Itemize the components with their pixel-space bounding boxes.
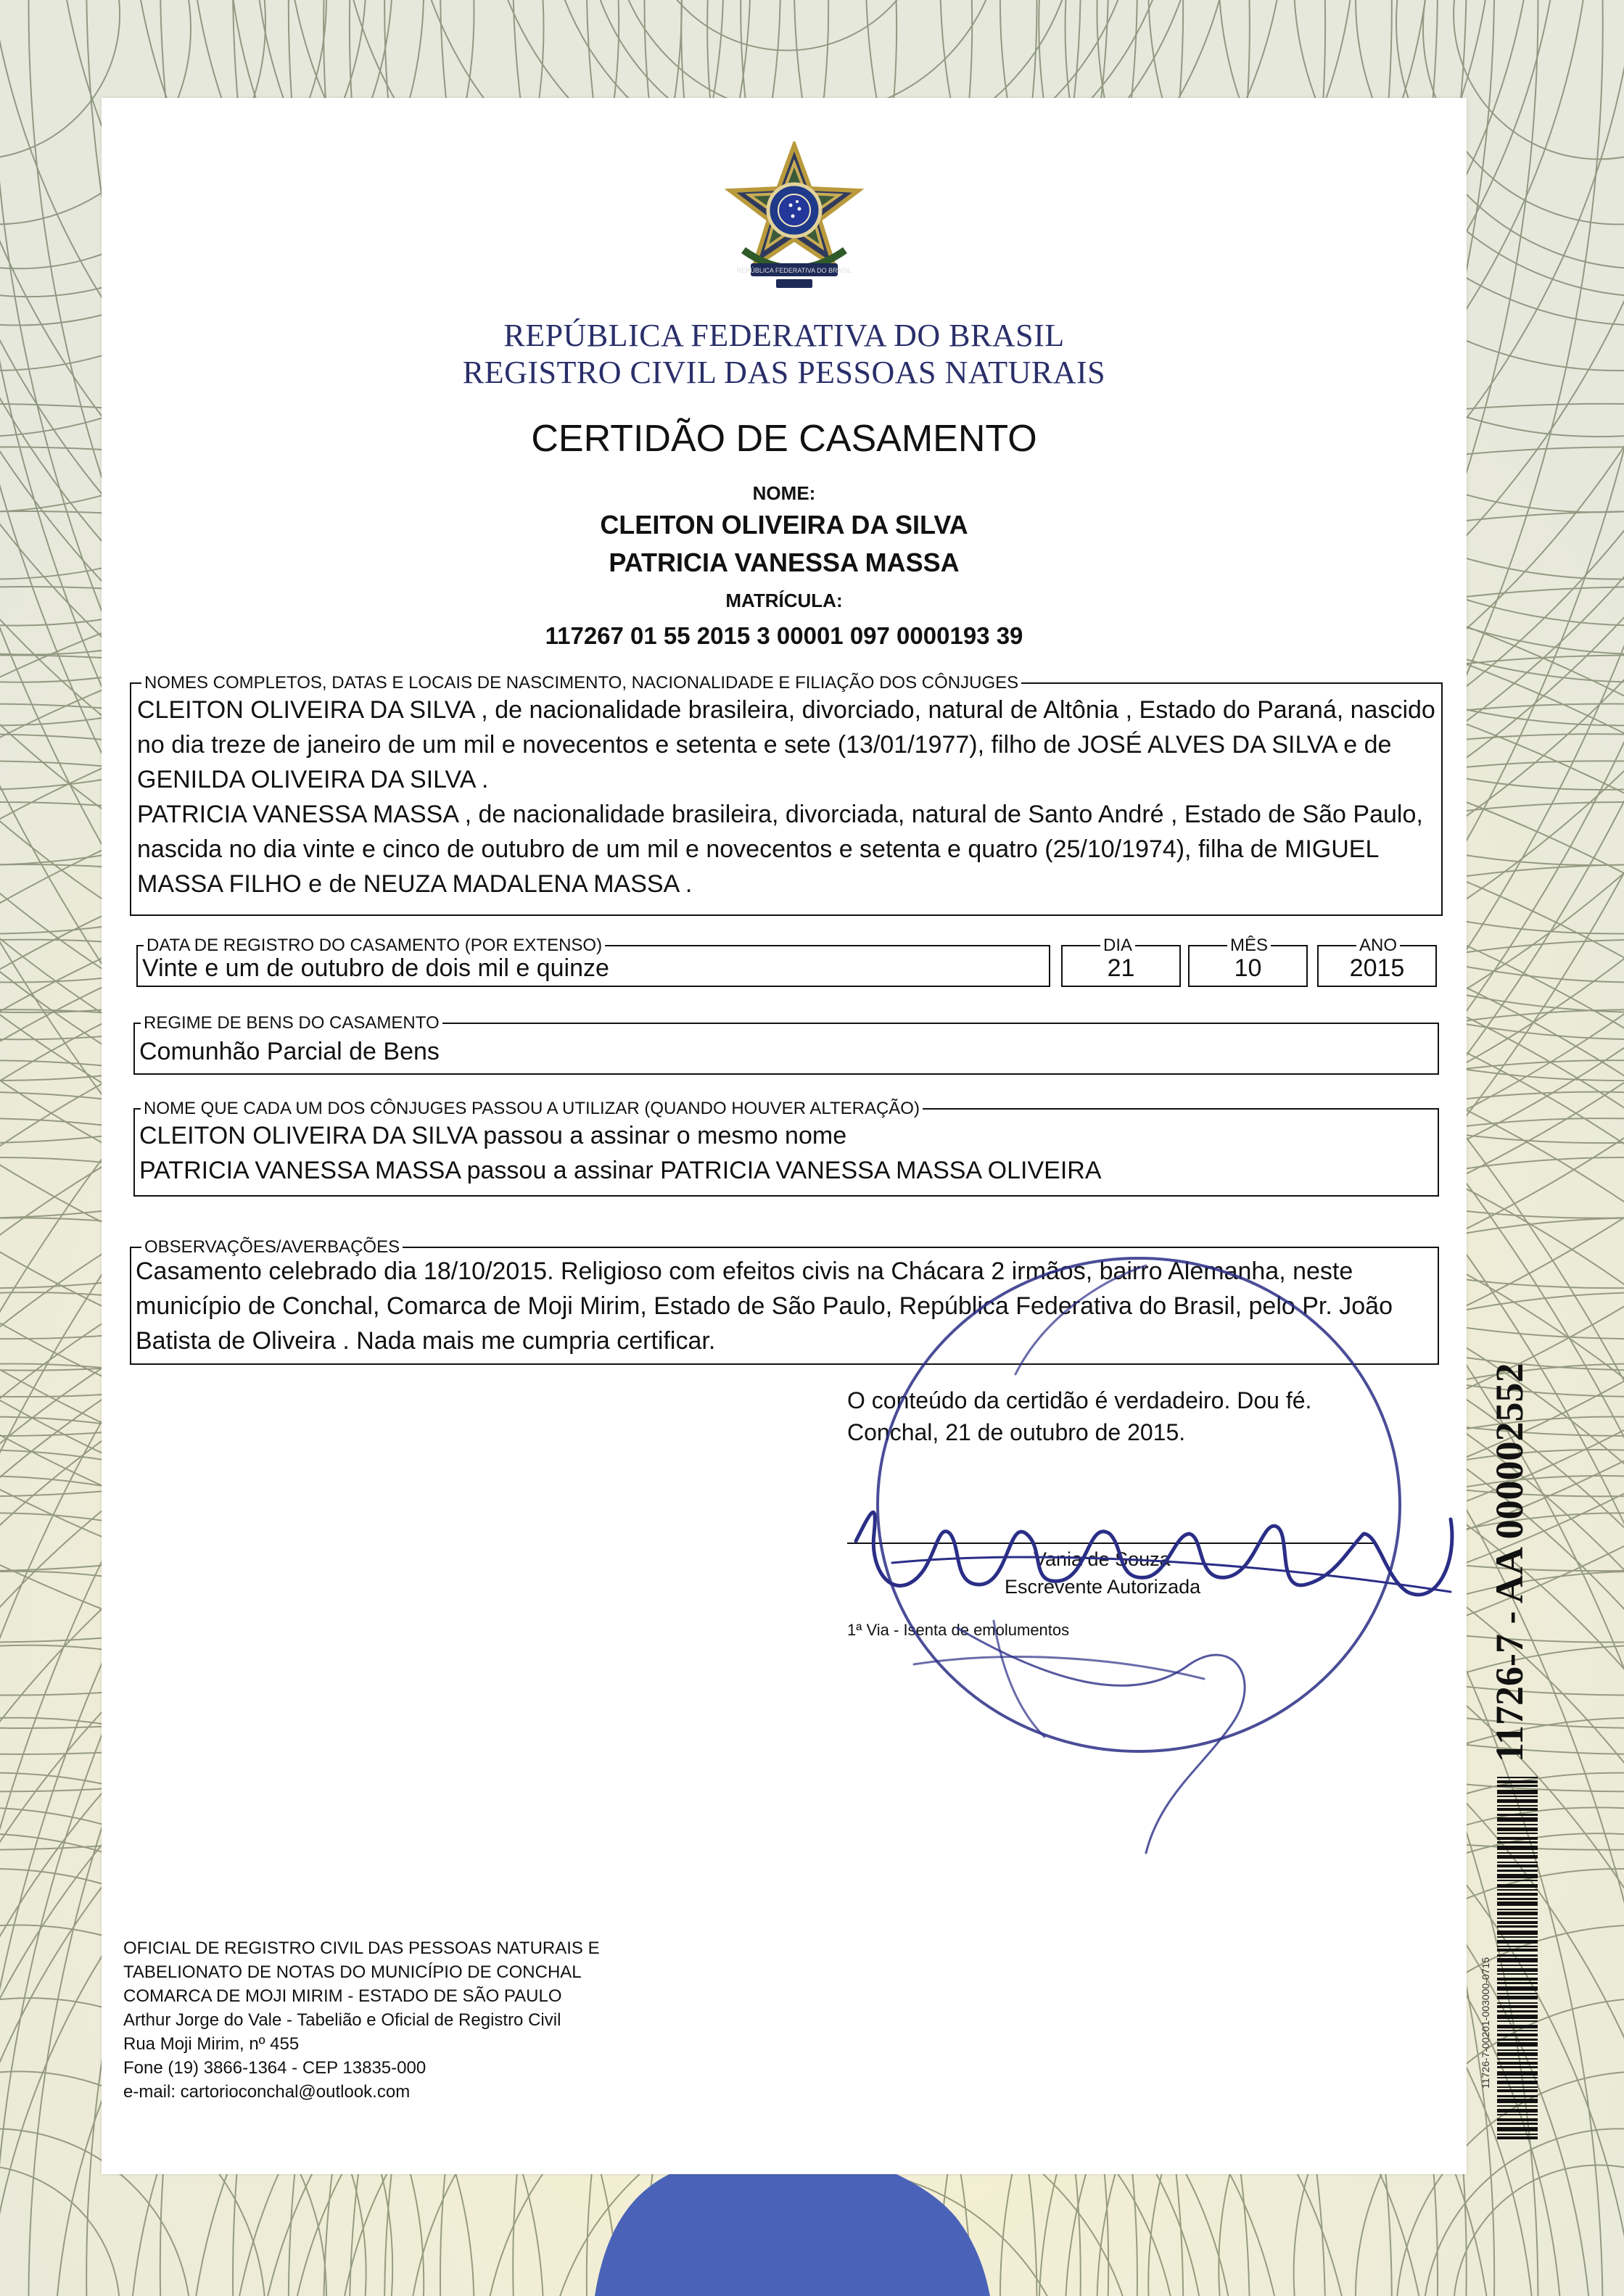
spouses-line-3: GENILDA OLIVEIRA DA SILVA . (137, 766, 489, 793)
header-registry: REGISTRO CIVIL DAS PESSOAS NATURAIS (462, 355, 1106, 390)
registration-date-label: DATA DE REGISTRO DO CASAMENTO (POR EXTENSO) (144, 936, 605, 955)
property-regime-label: REGIME DE BENS DO CASAMENTO (141, 1014, 442, 1033)
spouses-section-label: NOMES COMPLETOS, DATAS E LOCAIS DE NASCIMENTO, NACIONALIDADE E FILIAÇÃO DOS CÔNJUGES (141, 674, 1021, 693)
observations-line-3: Batista de Oliveira . Nada mais me cumpria certificar. (136, 1327, 716, 1355)
property-regime-value: Comunhão Parcial de Bens (139, 1038, 440, 1065)
observations-line-1: Casamento celebrado dia 18/10/2015. Religioso com efeitos civis na Chácara 2 irmãos, bairro Alemanha, neste (136, 1258, 1353, 1285)
year-label: ANO (1356, 936, 1400, 955)
observations-label: OBSERVAÇÕES/AVERBAÇÕES (141, 1238, 403, 1257)
attestation-line-1: O conteúdo da certidão é verdadeiro. Dou fé. (847, 1387, 1312, 1413)
office-line-3: COMARCA DE MOJI MIRIM - ESTADO DE SÃO PAULO (123, 1986, 562, 2006)
year-value: 2015 (1349, 954, 1405, 982)
office-line-5: Rua Moji Mirim, nº 455 (123, 2034, 300, 2054)
month-label: MÊS (1227, 936, 1271, 955)
office-line-7: e-mail: cartorioconchal@outlook.com (123, 2082, 411, 2102)
name-change-line-2: PATRICIA VANESSA MASSA passou a assinar PATRICIA VANESSA MASSA OLIVEIRA (139, 1157, 1102, 1184)
spouses-line-2: no dia treze de janeiro de um mil e novecentos e setenta e sete (13/01/1977), filho de JOSÉ ALVES DA SILVA e de (137, 731, 1392, 759)
spouses-line-6: MASSA FILHO e de NEUZA MADALENA MASSA . (137, 870, 693, 898)
spouses-line-5: nascida no dia vinte e cinco de outubro de um mil e novecentos e setenta e quatro (25/10/1974), filha de MIGUEL (137, 835, 1380, 863)
attestation-line-2: Conchal, 21 de outubro de 2015. (847, 1419, 1186, 1445)
brazil-coat-of-arms-icon (722, 141, 867, 297)
office-line-6: Fone (19) 3866-1364 - CEP 13835-000 (123, 2058, 426, 2078)
official-stamp-and-signature (827, 1157, 1465, 1867)
day-label: DIA (1100, 936, 1135, 955)
name-change-line-1: CLEITON OLIVEIRA DA SILVA passou a assinar o mesmo nome (139, 1122, 847, 1149)
registration-date-value: Vinte e um de outubro de dois mil e quinze (142, 954, 609, 982)
signer-role: Escrevente Autorizada (1005, 1576, 1201, 1598)
spouses-section (130, 673, 1443, 916)
day-field (1061, 936, 1181, 987)
office-line-1: OFICIAL DE REGISTRO CIVIL DAS PESSOAS NATURAIS E (123, 1938, 600, 1958)
certificate-title: CERTIDÃO DE CASAMENTO (531, 418, 1037, 460)
svg-text:REPÚBLICA FEDERATIVA DO BRASIL: REPÚBLICA FEDERATIVA DO BRASIL (736, 267, 852, 274)
matricula-label: MATRÍCULA: (725, 590, 843, 611)
property-regime-field (133, 1013, 1439, 1075)
spouses-line-1: CLEITON OLIVEIRA DA SILVA , de nacionalidade brasileira, divorciado, natural de Altônia , Estado do Paraná, nascido (137, 696, 1435, 724)
observations-line-2: município de Conchal, Comarca de Moji Mirim, Estado de São Paulo, República Federativa do Brasil, pelo Pr. João (136, 1292, 1393, 1320)
header-republic: REPÚBLICA FEDERATIVA DO BRASIL (503, 318, 1065, 353)
spouse-name-1: CLEITON OLIVEIRA DA SILVA (600, 510, 968, 540)
office-line-2: TABELIONATO DE NOTAS DO MUNICÍPIO DE CONCHAL (123, 1962, 582, 1982)
matricula-number: 117267 01 55 2015 3 00001 097 0000193 39 (545, 622, 1023, 649)
day-value: 21 (1107, 954, 1135, 982)
year-field (1317, 936, 1437, 987)
barcode-icon (1497, 1777, 1538, 2139)
name-label: NOME: (752, 482, 816, 504)
registration-date-field (136, 936, 1050, 987)
month-field (1188, 936, 1308, 987)
serial-number: 11726-7 - AA 000002552 (1488, 1363, 1531, 1762)
office-line-4: Arthur Jorge do Vale - Tabelião e Oficial de Registro Civil (123, 2010, 561, 2030)
barcode-caption: 11726-7-00201-003000-0715 (1480, 1957, 1491, 2089)
spouse-name-2: PATRICIA VANESSA MASSA (609, 548, 960, 577)
month-value: 10 (1234, 954, 1262, 982)
signer-name: Vania de Souza (1034, 1548, 1171, 1570)
spouses-line-4: PATRICIA VANESSA MASSA , de nacionalidade brasileira, divorciada, natural de Santo André , Estado de São Paulo, (137, 801, 1423, 828)
name-change-label: NOME QUE CADA UM DOS CÔNJUGES PASSOU A UTILIZAR (QUANDO HOUVER ALTERAÇÃO) (141, 1099, 923, 1118)
certificate-paper (102, 98, 1467, 2174)
via-note: 1ª Via - Isenta de emolumentos (847, 1621, 1070, 1639)
